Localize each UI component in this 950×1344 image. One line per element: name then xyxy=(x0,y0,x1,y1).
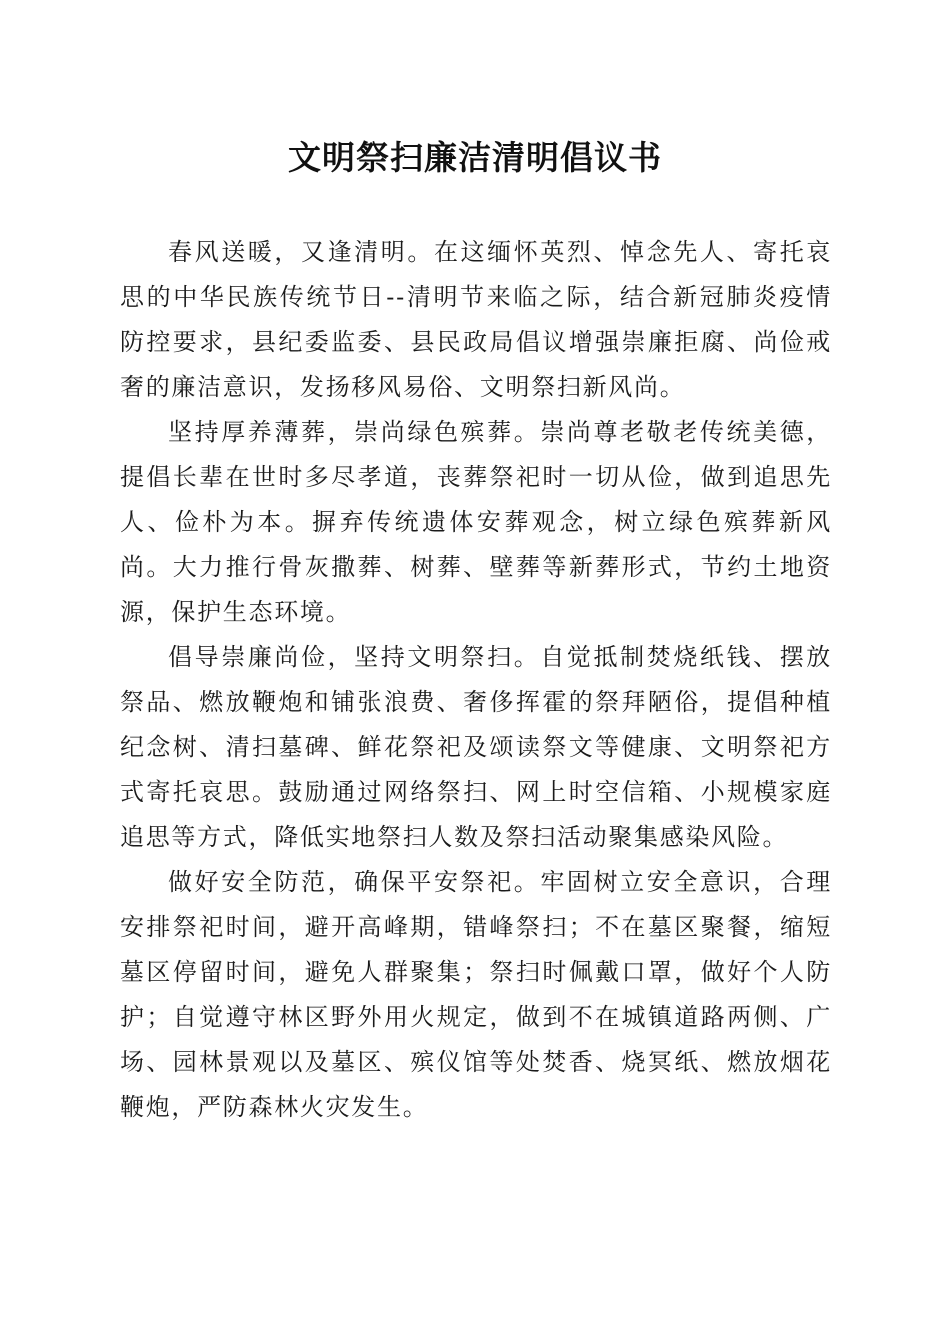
paragraph-intro: 春风送暖，又逢清明。在这缅怀英烈、悼念先人、寄托哀思的中华民族传统节日--清明节来临之际，结合新冠肺炎疫情防控要求，县纪委监委、县民政局倡议增强崇廉拒腐、尚俭戒奢的廉洁意识，发扬移风易俗、文明祭扫新风尚。 xyxy=(120,238,832,401)
paragraph-safety: 做好安全防范，确保平安祭祀。牢固树立安全意识，合理安排祭祀时间，避开高峰期，错峰祭扫；不在墓区聚餐，缩短墓区停留时间，避免人群聚集；祭扫时佩戴口罩，做好个人防护；自觉遵守林区野外用火规定，做到不在城镇道路两侧、广场、园林景观以及墓区、殡仪馆等处焚香、烧冥纸、燃放烟花鞭炮，严防森林火灾发生。 xyxy=(120,868,832,1121)
paragraph-civilized-tomb-sweeping: 倡导崇廉尚俭，坚持文明祭扫。自觉抵制焚烧纸钱、摆放祭品、燃放鞭炮和铺张浪费、奢侈挥霍的祭拜陋俗，提倡种植纪念树、清扫墓碑、鲜花祭祀及颂读祭文等健康、文明祭祀方式寄托哀思。鼓励通过网络祭扫、网上时空信箱、小规模家庭追思等方式，降低实地祭扫人数及祭扫活动聚集感染风险。 xyxy=(120,643,832,851)
paragraph-green-burial: 坚持厚养薄葬，崇尚绿色殡葬。崇尚尊老敬老传统美德，提倡长辈在世时多尽孝道，丧葬祭祀时一切从俭，做到追思先人、俭朴为本。摒弃传统遗体安葬观念，树立绿色殡葬新风尚。大力推行骨灰撒葬、树葬、壁葬等新葬形式，节约土地资源，保护生态环境。 xyxy=(120,418,832,626)
document-title: 文明祭扫廉洁清明倡议书 xyxy=(288,138,662,177)
document-body xyxy=(120,230,832,1130)
